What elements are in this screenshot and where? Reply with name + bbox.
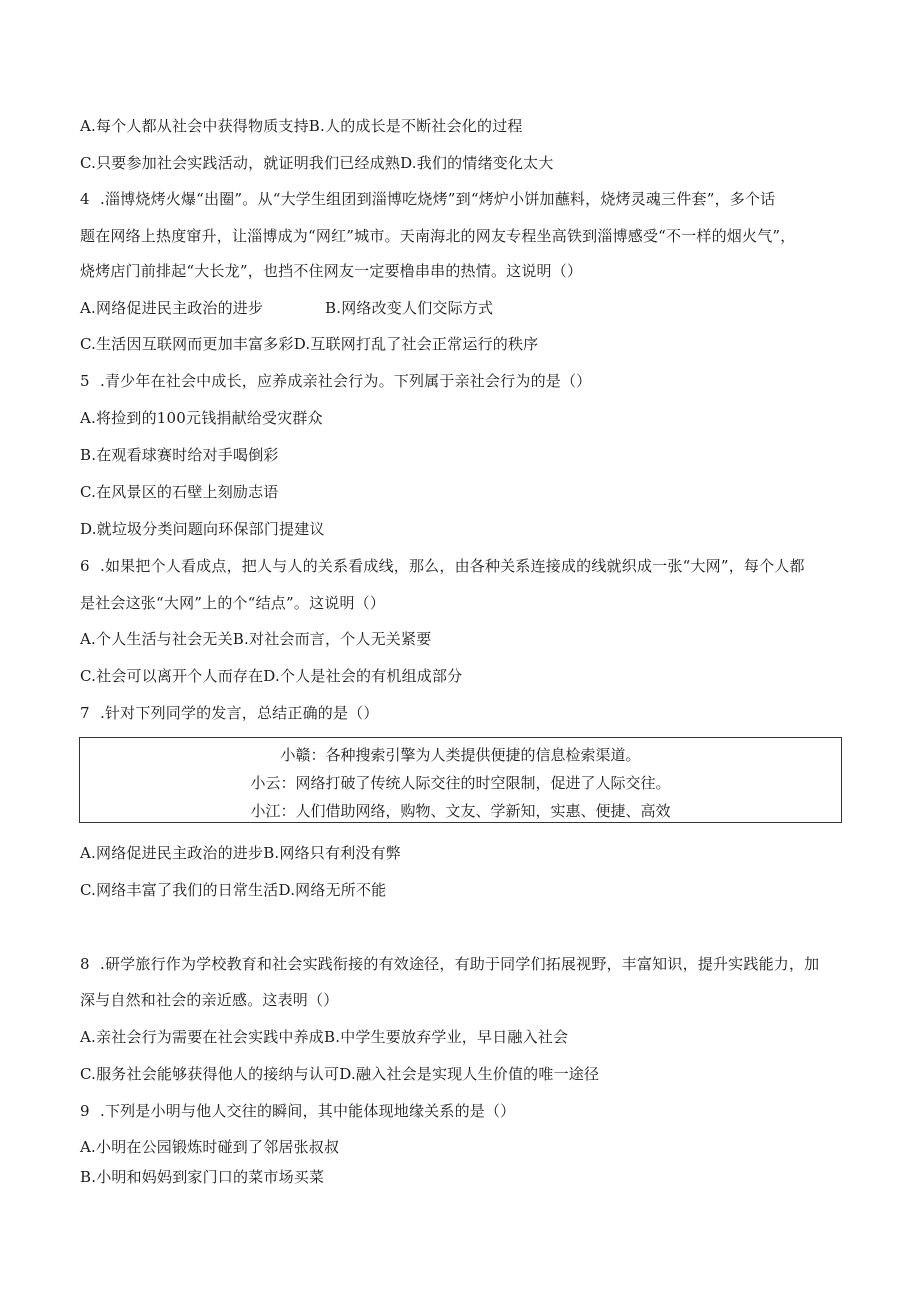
q9-stem-text-1: .下列是小明与他人交往的瞬间，其中能体现地缘关系的是（）	[100, 1102, 516, 1120]
q4-options-cd: C.生活因互联网而更加丰富多彩D.互联网打乱了社会正常运行的秩序	[80, 335, 539, 353]
q6-stem-text-1: .如果把个人看成点，把人与人的关系看成线，那么，由各种关系连接成的线就织成一张“大网”，每个人都	[100, 557, 805, 575]
q8-stem-line-2: 深与自然和社会的亲近感。这表明（）	[80, 991, 339, 1009]
q6-options-ab: A.个人生活与社会无关B.对社会而言，个人无关紧要	[80, 630, 432, 648]
q8-stem-text-1: .研学旅行作为学校教育和社会实践衔接的有效途径，有助于同学们拓展视野，丰富知识，提升实践能力，加	[100, 955, 820, 973]
q9-number: 9	[80, 1102, 90, 1120]
q3-options-ab: A.每个人都从社会中获得物质支持B.人的成长是不断社会化的过程	[80, 117, 523, 135]
q5-option-d: D.就垃圾分类问题向环保部门提建议	[80, 520, 325, 538]
q4-number: 4	[80, 190, 90, 208]
q6-number: 6	[80, 557, 90, 575]
q8-options-cd: C.服务社会能够获得他人的接纳与认可D.融入社会是实现人生价值的唯一途径	[80, 1065, 600, 1083]
q7-options-cd: C.网络丰富了我们的日常生活D.网络无所不能	[80, 881, 387, 899]
q7-quote-line-1: 小赣：各种搜索引擎为人类提供便捷的信息检索渠道。	[280, 746, 641, 764]
q9-option-b: B.小明和妈妈到家门口的菜市场买菜	[80, 1168, 325, 1186]
q7-options-ab: A.网络促进民主政治的进步B.网络只有利没有弊	[80, 844, 401, 862]
q7-quote-line-2: 小云：网络打破了传统人际交往的时空限制，促进了人际交往。	[250, 774, 671, 792]
q8-options-ab: A.亲社会行为需要在社会实践中养成B.中学生要放弃学业，早日融入社会	[80, 1028, 569, 1046]
q6-stem-line-2: 是社会这张“大网”上的个“结点”。这说明（）	[80, 594, 386, 612]
q7-quote-box	[79, 737, 842, 823]
q5-option-b: B.在观看球赛时给对手喝倒彩	[80, 446, 279, 464]
q7-stem-line-1	[80, 703, 379, 723]
q9-option-a: A.小明在公园锻炼时碰到了邻居张叔叔	[80, 1138, 340, 1156]
q4-stem-line-3: 烧烤店门前排起“大长龙”，也挡不住网友一定要橹串串的热情。这说明（）	[80, 262, 583, 280]
q4-stem-text-1: .淄博烧烤火爆“出圈”。从“大学生组团到淄博吃烧烤”到“烤炉小饼加蘸料，烧烤灵魂三件套”，多个话	[100, 190, 776, 208]
q5-number: 5	[80, 372, 90, 390]
q4-stem-line-2: 题在网络上热度窜升，让淄博成为“网红”城市。天南海北的网友专程坐高铁到淄博感受“不一样的烟火气”，	[80, 227, 796, 245]
q4-option-a: A.网络促进民主政治的进步	[80, 299, 264, 317]
q8-number: 8	[80, 955, 90, 973]
q4-options-ab	[80, 298, 494, 318]
q5-option-a: A.将捡到的100元钱捐献给受灾群众	[80, 409, 323, 427]
q5-stem-line-1	[80, 371, 591, 391]
q7-number: 7	[80, 704, 90, 722]
q8-stem-line-1	[80, 954, 819, 974]
q9-stem-line-1	[80, 1101, 515, 1121]
q3-options-cd: C.只要参加社会实践活动，就证明我们已经成熟D.我们的情绪变化太大	[80, 154, 554, 172]
q4-stem-line-1	[80, 189, 775, 209]
q6-options-cd: C.社会可以离开个人而存在D.个人是社会的有机组成部分	[80, 667, 463, 685]
q4-option-b: B.网络改变人们交际方式	[325, 299, 494, 317]
q5-option-c: C.在风景区的石壁上刻励志语	[80, 483, 279, 501]
q7-quote-line-3: 小江：人们借助网络，购物、文友、学新知，实惠、便捷、高效	[250, 802, 671, 820]
q7-stem-text-1: .针对下列同学的发言，总结正确的是（）	[100, 704, 379, 722]
q6-stem-line-1	[80, 556, 805, 576]
q5-stem-text-1: .青少年在社会中成长，应养成亲社会行为。下列属于亲社会行为的是（）	[100, 372, 592, 390]
